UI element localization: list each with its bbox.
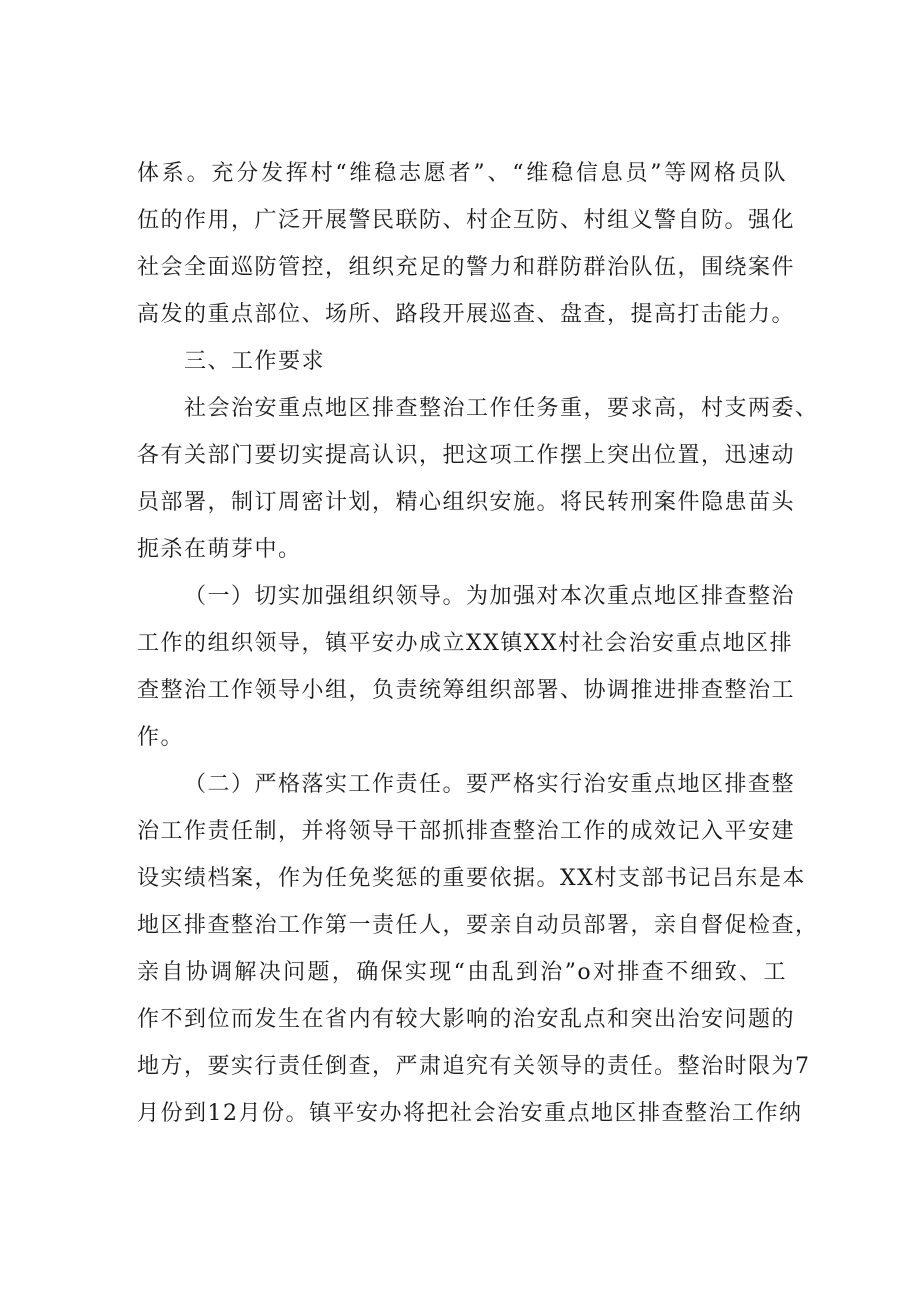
body-text-line: 设实绩档案，作为任免奖惩的重要依据。XX村支部书记吕东是本 (137, 866, 806, 891)
body-text-line: 高发的重点部位、场所、路段开展巡查、盘查，提高打击能力。 (137, 302, 796, 327)
body-text-line: 社会治安重点地区排查整治工作任务重，要求高，村支两委、 (184, 396, 819, 421)
body-text-line: 各有关部门要切实提高认识，把这项工作摆上突出位置，迅速动 (137, 443, 796, 468)
body-text-line: 工作的组织领导，镇平安办成立XX镇XX村社会治安重点地区排 (137, 631, 794, 656)
subsection-paragraph-start: （二）严格落实工作责任。要严格实行治安重点地区排查整 (184, 772, 796, 797)
body-text-line: 社会全面巡防管控，组织充足的警力和群防群治队伍，围绕案件 (137, 255, 796, 280)
body-text-line: 月份到12月份。镇平安办将把社会治安重点地区排查整治工作纳 (137, 1101, 803, 1126)
body-text-line: 体系。充分发挥村“维稳志愿者”、“维稳信息员”等网格员队 (137, 161, 787, 186)
subsection-paragraph-start: （一）切实加强组织领导。为加强对本次重点地区排查整治 (184, 584, 796, 609)
body-text-line: 治工作责任制，并将领导干部抓排查整治工作的成效记入平安建 (137, 819, 796, 844)
body-text-line: 作。 (137, 725, 185, 750)
body-text-line: 查整治工作领导小组，负责统筹组织部署、协调推进排查整治工 (137, 678, 796, 703)
section-heading: 三、工作要求 (184, 349, 326, 374)
body-text-line: 作不到位而发生在省内有较大影响的治安乱点和突出治安问题的 (137, 1007, 796, 1032)
body-text-line: 伍的作用，广泛开展警民联防、村企互防、村组义警自防。强化 (137, 208, 796, 233)
body-text-line: 地区排查整治工作第一责任人，要亲自动员部署，亲自督促检查， (137, 913, 819, 938)
body-text-line: 地方，要实行责任倒查，严肃追究有关领导的责任。整治时限为7 (137, 1054, 811, 1079)
body-text-line: 员部署，制订周密计划，精心组织安施。将民转刑案件隐患苗头 (137, 490, 796, 515)
body-text-line: 亲自协调解决问题，确保实现“由乱到治”o对排查不细致、工 (137, 960, 787, 985)
body-text-line: 扼杀在萌芽中。 (137, 537, 302, 562)
